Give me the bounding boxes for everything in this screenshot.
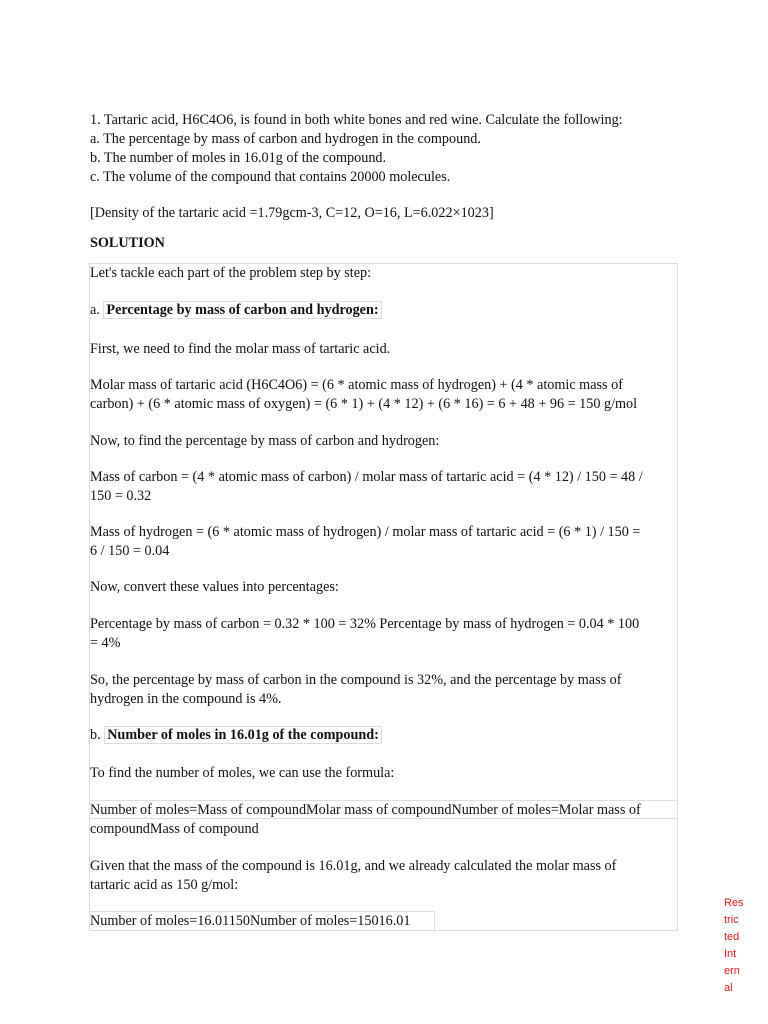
section-a-title: Percentage by mass of carbon and hydrogen: bbox=[103, 301, 381, 319]
section-b-title: Number of moles in 16.01g of the compound: bbox=[104, 726, 382, 744]
answer-intro: Let's tackle each part of the problem step by step: bbox=[90, 265, 372, 281]
section-a-prefix: a. bbox=[90, 302, 104, 318]
paragraph: carbon) + (6 * atomic mass of oxygen) = (6 * 1) + (4 * 12) + (6 * 16) = 6 + 48 + 96 = 150 g/mol bbox=[90, 396, 638, 412]
paragraph: Now, convert these values into percentages: bbox=[90, 579, 339, 595]
paragraph: 6 / 150 = 0.04 bbox=[90, 543, 170, 559]
paragraph: tartaric acid as 150 g/mol: bbox=[90, 877, 239, 893]
paragraph: Given that the mass of the compound is 16.01g, and we already calculated the molar mass of bbox=[90, 858, 617, 874]
paragraph: hydrogen in the compound is 4%. bbox=[90, 691, 282, 707]
formula-line: compoundMass of compound bbox=[90, 821, 259, 837]
given-data-line: [Density of the tartaric acid =1.79gcm-3, C=12, O=16, L=6.022×1023] bbox=[90, 205, 494, 221]
paragraph: Now, to find the percentage by mass of carbon and hydrogen: bbox=[90, 433, 440, 449]
classification-label-part: al bbox=[724, 982, 733, 994]
classification-label-part: ted bbox=[724, 931, 740, 943]
paragraph: To find the number of moles, we can use the formula: bbox=[90, 765, 395, 781]
paragraph: Molar mass of tartaric acid (H6C4O6) = (6 * atomic mass of hydrogen) + (4 * atomic mass of bbox=[90, 377, 623, 393]
classification-label-part: ern bbox=[724, 965, 740, 977]
section-a-heading bbox=[90, 301, 382, 319]
question-line-2: a. The percentage by mass of carbon and hydrogen in the compound. bbox=[90, 131, 481, 147]
classification-label-part: tric bbox=[724, 914, 739, 926]
paragraph: Mass of hydrogen = (6 * atomic mass of hydrogen) / molar mass of tartaric acid = (6 * 1) / 150 = bbox=[90, 524, 641, 540]
formula-line: Number of moles=16.01150Number of moles=15016.01 bbox=[90, 913, 411, 929]
formula-line: Number of moles=Mass of compoundMolar mass of compoundNumber of moles=Molar mass of bbox=[90, 802, 641, 818]
section-b-heading bbox=[90, 726, 382, 744]
question-line-1: 1. Tartaric acid, H6C4O6, is found in both white bones and red wine. Calculate the following: bbox=[90, 112, 623, 128]
paragraph: Mass of carbon = (4 * atomic mass of carbon) / molar mass of tartaric acid = (4 * 12) / 150 = 48 / bbox=[90, 469, 643, 485]
classification-label-part: Res bbox=[724, 897, 744, 909]
paragraph: Percentage by mass of carbon = 0.32 * 100 = 32% Percentage by mass of hydrogen = 0.04 * 100 bbox=[90, 616, 640, 632]
question-line-3: b. The number of moles in 16.01g of the compound. bbox=[90, 150, 387, 166]
solution-heading: SOLUTION bbox=[90, 235, 165, 251]
classification-label bbox=[724, 895, 744, 997]
classification-label-part: Int bbox=[724, 948, 737, 960]
section-b-prefix: b. bbox=[90, 727, 105, 743]
paragraph: 150 = 0.32 bbox=[90, 488, 152, 504]
paragraph: First, we need to find the molar mass of tartaric acid. bbox=[90, 341, 391, 357]
paragraph: So, the percentage by mass of carbon in the compound is 32%, and the percentage by mass of bbox=[90, 672, 622, 688]
question-line-4: c. The volume of the compound that contains 20000 molecules. bbox=[90, 169, 451, 185]
paragraph: = 4% bbox=[90, 635, 121, 651]
